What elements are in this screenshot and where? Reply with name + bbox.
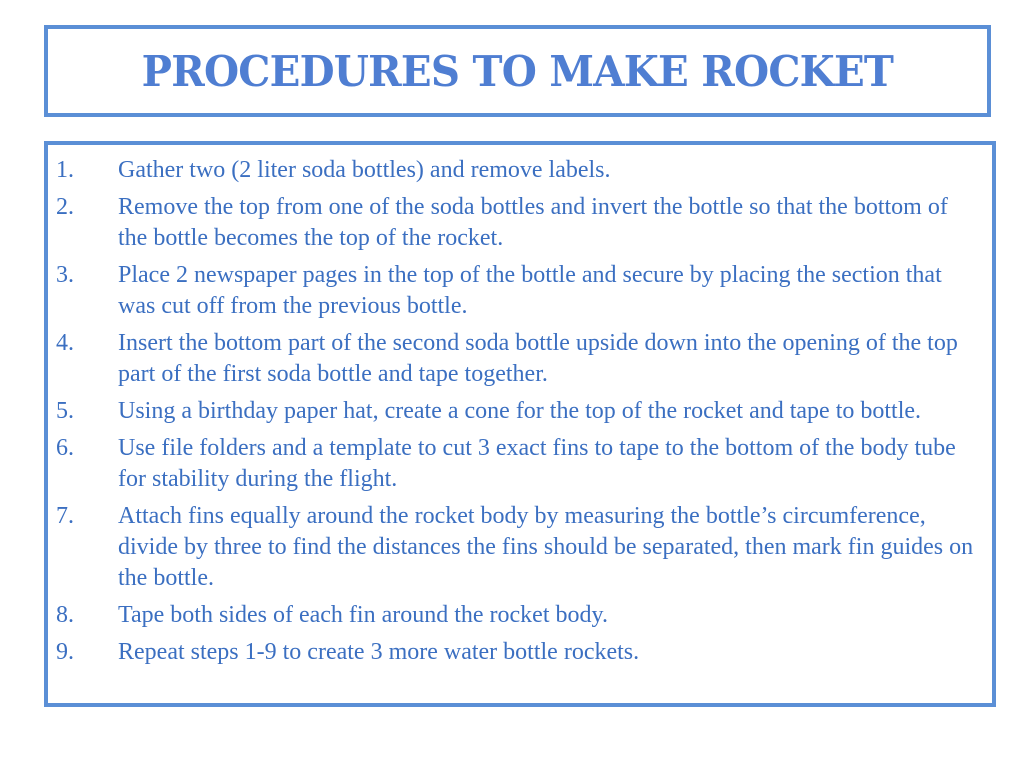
step-text: Repeat steps 1-9 to create 3 more water bottle rockets. [118,639,640,665]
list-item [56,600,980,631]
list-item [56,501,980,594]
list-item [56,396,980,427]
step-number: 4. [56,330,74,356]
list-item [56,433,980,495]
step-number: 2. [56,194,74,220]
step-text: Using a birthday paper hat, create a cone for the top of the rocket and tape to bottle. [118,398,922,424]
list-item [56,155,980,186]
step-text: Place 2 newspaper pages in the top of the bottle and secure by placing the section that was cut off from the previous bottle. [118,262,942,319]
steps-list [48,145,992,668]
step-text: Tape both sides of each fin around the rocket body. [118,602,608,628]
step-number: 7. [56,503,74,529]
content-box [44,141,996,707]
step-number: 1. [56,157,74,183]
step-text: Attach fins equally around the rocket body by measuring the bottle’s circumference, divide by three to find the distances the fins should be separated, then mark fin guides on the bottle. [118,503,974,591]
title-box [44,25,991,117]
step-number: 5. [56,398,74,424]
step-text: Insert the bottom part of the second soda bottle upside down into the opening of the top part of the first soda bottle and tape together. [118,330,958,387]
list-item [56,328,980,390]
list-item [56,637,980,668]
slide-title: PROCEDURES TO MAKE ROCKET [141,46,894,96]
step-number: 3. [56,262,74,288]
step-text: Use file folders and a template to cut 3 exact fins to tape to the bottom of the body tube for stability during the flight. [118,435,956,492]
step-number: 6. [56,435,74,461]
list-item [56,192,980,254]
step-text: Remove the top from one of the soda bottles and invert the bottle so that the bottom of the bottle becomes the top of the rocket. [118,194,948,251]
list-item [56,260,980,322]
step-text: Gather two (2 liter soda bottles) and remove labels. [118,157,611,183]
step-number: 9. [56,639,74,665]
step-number: 8. [56,602,74,628]
